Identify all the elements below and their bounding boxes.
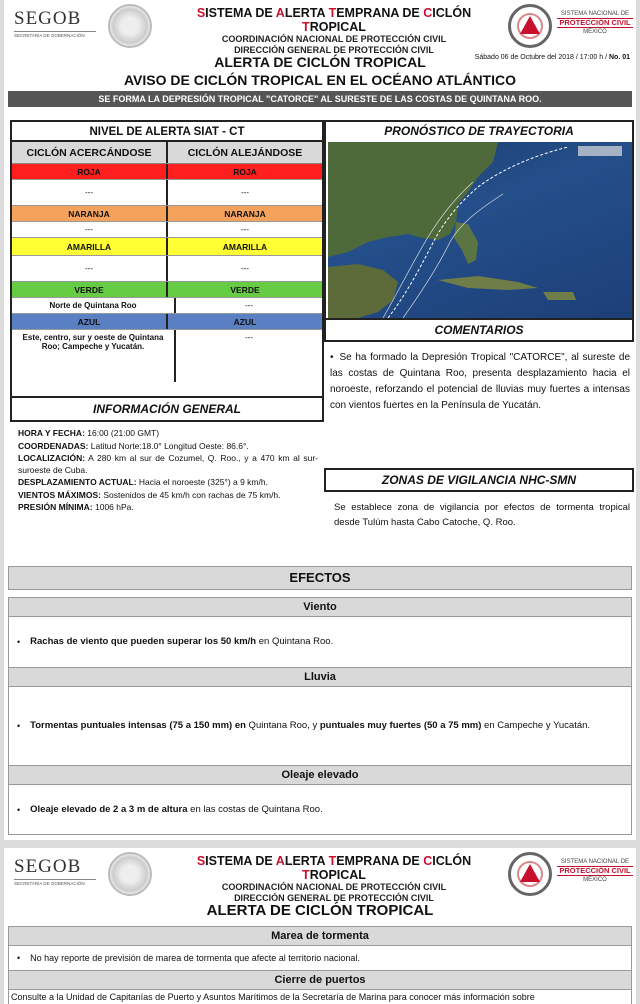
- system-title: SISTEMA DE ALERTA TEMPRANA DE CICLÓN TROPICAL: [196, 854, 472, 882]
- level-row-naranja: NARANJA NARANJA: [12, 206, 322, 222]
- segob-logo-2: SEGOB SECRETARÍA DE GOBERNACIÓN: [14, 856, 96, 886]
- segob-logo: SEGOB SECRETARÍA DE GOBERNACIÓN: [14, 8, 96, 38]
- comments-title: COMENTARIOS: [324, 318, 634, 342]
- info-item: VIENTOS MÁXIMOS: Sostenidos de 45 km/h con rachas de 75 km/h.: [18, 489, 281, 500]
- level-detail-amarilla: --- ---: [12, 256, 322, 282]
- level-row-roja: ROJA ROJA: [12, 164, 322, 180]
- page-1: [4, 0, 636, 840]
- port-closure-body: Consulte a la Unidad de Capitanías de Puerto y Asuntos Marítimos de la Secretaría de Marina para conocer más información sobre: [8, 990, 632, 1004]
- track-map-svg: [328, 142, 632, 318]
- header-text: [164, 6, 504, 56]
- header: [4, 0, 636, 55]
- national-seal-icon: [108, 4, 152, 48]
- alert-level-table: [10, 120, 324, 420]
- rain-body: • Tormentas puntuales intensas (75 a 150 mm) en Quintana Roo, y puntuales muy fuertes (50 a 75 mm) en Campeche y Yucatán.: [8, 687, 632, 765]
- info-item: HORA Y FECHA: 16:00 (21:00 GMT): [18, 428, 160, 438]
- level-row-azul: AZUL AZUL: [12, 314, 322, 330]
- info-item: DESPLAZAMIENTO ACTUAL: Hacia el noroeste (325°) a 9 km/h.: [18, 477, 268, 487]
- header-2: [4, 848, 636, 903]
- snpc-logo-text: SISTEMA NACIONAL DE PROTECCIÓN CIVIL MÉXICO: [557, 10, 633, 36]
- page-2: [4, 848, 636, 1004]
- proteccion-civil-icon: [508, 852, 552, 896]
- watch-zones-title: ZONAS DE VIGILANCIA NHC-SMN: [324, 468, 634, 492]
- date-bar: Sábado 06 de Octubre del 2018 / 17:00 h / No. 01: [474, 54, 630, 61]
- level-row-verde: VERDE VERDE: [12, 282, 322, 298]
- rain-header: Lluvia: [8, 667, 632, 687]
- direction-line: DIRECCIÓN GENERAL DE PROTECCIÓN CIVIL: [234, 45, 434, 55]
- alert-title-2: ALERTA DE CICLÓN TROPICAL: [206, 902, 434, 919]
- coordination-line: COORDINACIÓN NACIONAL DE PROTECCIÓN CIVIL: [221, 34, 447, 44]
- level-detail-verde: Norte de Quintana Roo ---: [12, 298, 322, 314]
- info-item: LOCALIZACIÓN: A 280 km al sur de Cozumel, Q. Roo., y a 470 km al sur-suroeste de Cuba.: [18, 453, 318, 475]
- forecast-title: PRONÓSTICO DE TRAYECTORIA: [384, 124, 574, 138]
- level-detail-roja: --- ---: [12, 180, 322, 206]
- system-title: SISTEMA DE ALERTA TEMPRANA DE CICLÓN TROPICAL: [196, 6, 472, 34]
- level-detail-azul: Este, centro, sur y oeste de Quintana Roo; Campeche y Yucatán. ---: [12, 330, 322, 382]
- proteccion-civil-icon: [508, 4, 552, 48]
- aviso-title: AVISO DE CICLÓN TROPICAL EN EL OCÉANO ATLÁNTICO: [123, 72, 516, 88]
- land-cuba: [438, 276, 538, 290]
- land-florida: [454, 222, 478, 264]
- alert-level-title: NIVEL DE ALERTA SIAT - CT: [12, 122, 322, 142]
- info-item: PRESIÓN MÍNIMA: 1006 hPa.: [18, 502, 134, 512]
- alert-title: ALERTA DE CICLÓN TROPICAL: [214, 54, 426, 70]
- level-detail-naranja: --- ---: [12, 222, 322, 238]
- storm-surge-body: • No hay reporte de previsión de marea de tormenta que afecte al territorio nacional.: [8, 946, 632, 970]
- info-general: [18, 428, 318, 515]
- national-seal-icon: [108, 852, 152, 896]
- wind-header: Viento: [8, 597, 632, 617]
- storm-surge-header: Marea de tormenta: [8, 926, 632, 946]
- comments-text: • Se ha formado la Depresión Tropical "CATORCE", al sureste de las costas de Quintana Roo, presenta desplazamiento hacia el noroeste, reforzando el potencial de lluvias muy fuertes a intensas con vientos fuertes en la Península de Yucatán.: [330, 352, 630, 411]
- info-general-title: INFORMACIÓN GENERAL: [10, 396, 324, 422]
- waves-body: • Oleaje elevado de 2 a 3 m de altura en las costas de Quintana Roo.: [8, 785, 632, 835]
- map-legend: [578, 146, 622, 156]
- info-item: COORDENADAS: Latitud Norte:18.0° Longitud Oeste: 86.6°.: [18, 440, 249, 451]
- alert-level-rows: [12, 164, 322, 382]
- wind-body: • Rachas de viento que pueden superar los 50 km/h en Quintana Roo.: [8, 617, 632, 667]
- alert-level-header: CICLÓN ACERCÁNDOSE CICLÓN ALEJÁNDOSE: [12, 142, 322, 164]
- forecast-panel: [324, 120, 634, 320]
- forecast-track-map: [328, 142, 632, 318]
- watch-zones-text: Se establece zona de vigilancia por efectos de tormenta tropical desde Tulúm hasta Cabo Catoche, Q. Roo.: [334, 502, 630, 528]
- header-text-2: SISTEMA DE ALERTA TEMPRANA DE CICLÓN TROPICAL COORDINACIÓN NACIONAL DE PROTECCIÓN CIVIL DIRECCIÓN GENERAL DE PROTECCIÓN CIVIL: [164, 854, 504, 904]
- snpc-logo-text-2: SISTEMA NACIONAL DE PROTECCIÓN CIVIL MÉXICO: [557, 858, 633, 884]
- land-hispaniola: [543, 292, 576, 300]
- headline-banner: SE FORMA LA DEPRESIÓN TROPICAL "CATORCE" AL SURESTE DE LAS COSTAS DE QUINTANA ROO.: [8, 91, 632, 107]
- port-closure-header: Cierre de puertos: [8, 970, 632, 990]
- level-row-amarilla: AMARILLA AMARILLA: [12, 238, 322, 256]
- waves-header: Oleaje elevado: [8, 765, 632, 785]
- effects-title: EFECTOS: [8, 566, 632, 590]
